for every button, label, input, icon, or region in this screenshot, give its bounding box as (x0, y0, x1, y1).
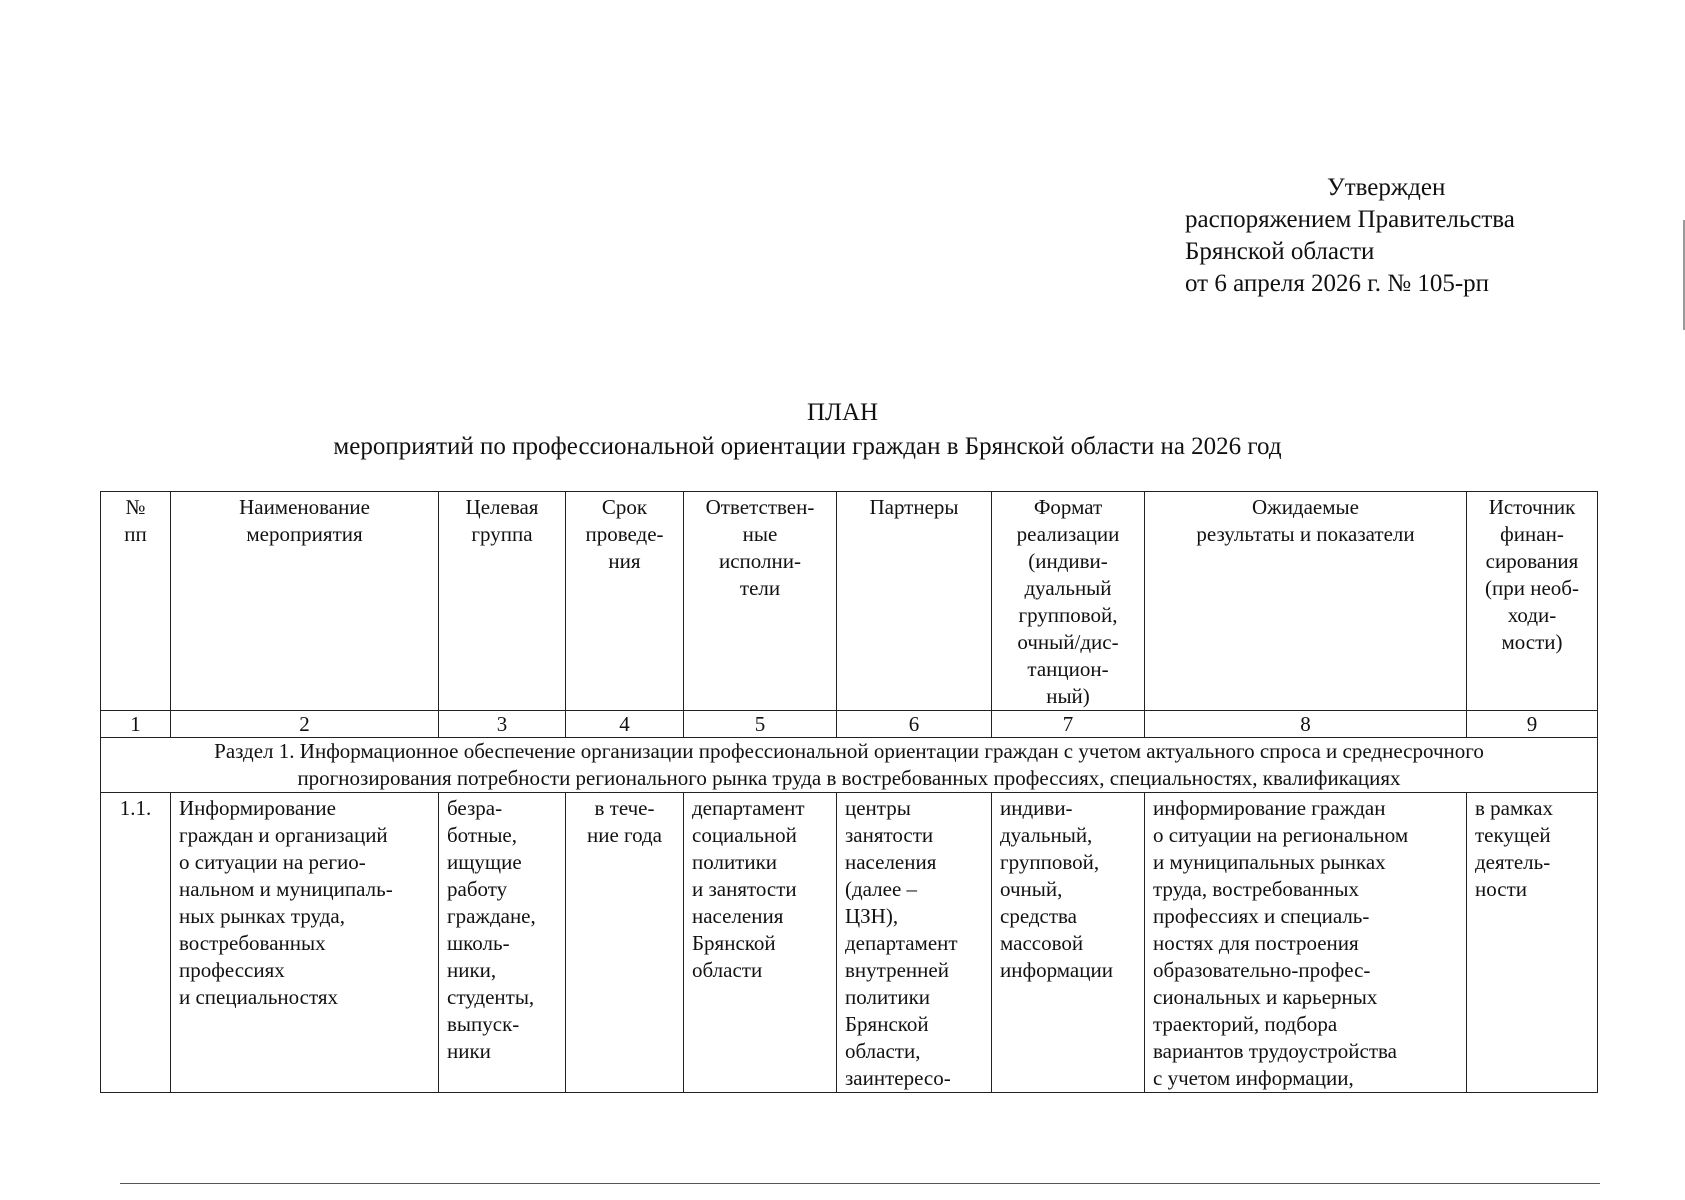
header-text: ные (742, 522, 778, 546)
header-text: групповой, (1018, 603, 1118, 627)
column-number-cell: 5 (684, 711, 837, 738)
header-cell-funding-source (1467, 492, 1598, 711)
cell-text: департамент (692, 796, 805, 820)
approval-line-approved: Утвержден (1327, 174, 1446, 201)
column-number-cell: 7 (992, 711, 1145, 738)
cell-text: населения (692, 904, 784, 928)
cell-text: центры (845, 796, 911, 820)
expected-results-cell (1145, 793, 1467, 1093)
approval-stamp (1185, 172, 1515, 300)
table-header-row (101, 492, 1598, 711)
cell-text: востребованных (179, 931, 326, 955)
approval-line-order: распоряжением Правительства (1185, 206, 1515, 233)
cell-text: и специальностях (179, 985, 339, 1009)
cell-text: ботные, (447, 823, 518, 847)
cell-text: политики (845, 985, 931, 1009)
cell-text: вариантов трудоустройства (1153, 1039, 1397, 1063)
header-text: (при необ- (1485, 576, 1579, 600)
cell-text: средства (1000, 904, 1078, 928)
document-title (0, 396, 1685, 464)
cell-text: ностях для построения (1153, 931, 1359, 955)
format-cell (992, 793, 1145, 1093)
approval-line-date-number: от 6 апреля 2026 г. № 105-рп (1185, 270, 1490, 297)
cell-text: граждан и организаций (179, 823, 388, 847)
header-text: финан- (1500, 522, 1564, 546)
header-text: очный/дис- (1017, 630, 1119, 654)
header-text: танцион- (1027, 657, 1109, 681)
plan-table (100, 491, 1598, 1093)
cell-text: ники (447, 1039, 491, 1063)
header-cell-responsible (684, 492, 837, 711)
header-cell-format (992, 492, 1145, 711)
cell-text: 1.1. (119, 796, 152, 820)
cell-text: работу (447, 877, 508, 901)
cell-text: ники, (447, 958, 497, 982)
header-text: Срок (601, 495, 648, 519)
responsible-cell (684, 793, 837, 1093)
cell-text: ЦЗН), (845, 904, 899, 928)
cell-text: образовательно-профес- (1153, 958, 1371, 982)
cell-text: с учетом информации, (1153, 1066, 1354, 1090)
column-number-row (101, 711, 1598, 738)
cell-text: безра- (447, 796, 503, 820)
cell-text: политики (692, 850, 778, 874)
header-text: дуальный (1024, 576, 1112, 600)
table-row (101, 793, 1598, 1093)
header-text: сирования (1485, 549, 1579, 573)
cell-text: профессиях (179, 958, 285, 982)
cell-text: ние года (586, 823, 663, 847)
header-text: ный) (1046, 684, 1090, 708)
header-text: (индиви- (1028, 549, 1108, 573)
cell-text: профессиях и специаль- (1153, 904, 1370, 928)
column-number-cell: 8 (1145, 711, 1467, 738)
cell-text: и муниципальных рынках (1153, 850, 1386, 874)
cell-text: текущей (1475, 823, 1551, 847)
cell-text: Брянской (692, 931, 776, 955)
cell-text: департамент (845, 931, 958, 955)
column-number-cell: 1 (101, 711, 171, 738)
cell-text: очный, (1000, 877, 1063, 901)
header-cell-expected-results (1145, 492, 1467, 711)
header-text: мости) (1501, 630, 1563, 654)
header-cell-number (101, 492, 171, 711)
cell-text: деятель- (1475, 850, 1551, 874)
cell-text: массовой (1000, 931, 1084, 955)
section-row (101, 738, 1598, 793)
header-text: ходи- (1507, 603, 1557, 627)
header-text: проведе- (585, 522, 664, 546)
cell-text: внутренней (845, 958, 949, 982)
cell-text: населения (845, 850, 937, 874)
cell-text: сиональных и карьерных (1153, 985, 1378, 1009)
cell-text: и занятости (692, 877, 797, 901)
cell-text: занятости (845, 823, 934, 847)
deadline-cell (566, 793, 684, 1093)
header-cell-activity-name (171, 492, 439, 711)
cell-text: в рамках (1475, 796, 1553, 820)
cell-text: в тече- (594, 796, 655, 820)
cell-text: информации (1000, 958, 1113, 982)
partners-cell (837, 793, 992, 1093)
header-text: Ожидаемые (1252, 495, 1359, 519)
header-cell-target-group (439, 492, 566, 711)
cell-text: (далее – (845, 877, 918, 901)
cell-text: траекторий, подбора (1153, 1012, 1338, 1036)
header-text: мероприятия (246, 522, 363, 546)
header-text: № (125, 495, 146, 519)
funding-source-cell (1467, 793, 1598, 1093)
cell-text: о ситуации на региональном (1153, 823, 1409, 847)
cell-text: Информирование (179, 796, 336, 820)
header-text: Формат (1033, 495, 1103, 519)
title-subtitle: мероприятий по профессиональной ориентации граждан в Брянской области на 2026 год (333, 433, 1282, 460)
cell-text: о ситуации на регио- (179, 850, 366, 874)
cell-text: информирование граждан (1153, 796, 1386, 820)
section-heading-line: прогнозирования потребности регионального рынка труда в востребованных профессиях, специальностях, квалификациях (297, 766, 1401, 790)
header-text: исполни- (719, 549, 801, 573)
cell-text: выпуск- (447, 1012, 520, 1036)
cell-text: ных рынках труда, (179, 904, 345, 928)
row-number-cell (101, 793, 171, 1093)
header-text: результаты и показатели (1196, 522, 1415, 546)
header-text: Целевая (465, 495, 539, 519)
section-heading-line: Раздел 1. Информационное обеспечение организации профессиональной ориентации граждан с учетом актуального спроса и среднесрочного (214, 739, 1484, 763)
cell-text: Брянской (845, 1012, 929, 1036)
header-text: тели (739, 576, 781, 600)
cell-text: области, (845, 1039, 921, 1063)
header-text: пп (124, 522, 147, 546)
header-text: Наименование (239, 495, 370, 519)
column-number-cell: 2 (171, 711, 439, 738)
cell-text: граждане, (447, 904, 536, 928)
cell-text: школь- (447, 931, 510, 955)
cell-text: дуальный, (1000, 823, 1093, 847)
cell-text: социальной (692, 823, 797, 847)
header-text: реализации (1016, 522, 1120, 546)
cell-text: труда, востребованных (1153, 877, 1359, 901)
cell-text: заинтересо- (845, 1066, 951, 1090)
target-group-cell (439, 793, 566, 1093)
header-text: группа (471, 522, 533, 546)
cell-text: студенты, (447, 985, 535, 1009)
cell-text: ищущие (447, 850, 522, 874)
header-text: Источник (1488, 495, 1576, 519)
approval-line-region: Брянской области (1185, 238, 1375, 265)
cell-text: нальном и муниципаль- (179, 877, 393, 901)
cell-text: индиви- (1000, 796, 1073, 820)
cell-text: области (692, 958, 763, 982)
header-text: Ответствен- (705, 495, 815, 519)
activity-name-cell (171, 793, 439, 1093)
column-number-cell: 9 (1467, 711, 1598, 738)
header-text: Партнеры (869, 495, 959, 519)
page-bottom-rule (120, 1183, 1600, 1184)
column-number-cell: 3 (439, 711, 566, 738)
header-cell-partners (837, 492, 992, 711)
cell-text: групповой, (1000, 850, 1100, 874)
header-cell-deadline (566, 492, 684, 711)
column-number-cell: 4 (566, 711, 684, 738)
header-text: ния (608, 549, 641, 573)
title-heading: ПЛАН (806, 399, 879, 426)
section-heading-cell (101, 738, 1598, 793)
cell-text: ности (1475, 877, 1527, 901)
column-number-cell: 6 (837, 711, 992, 738)
